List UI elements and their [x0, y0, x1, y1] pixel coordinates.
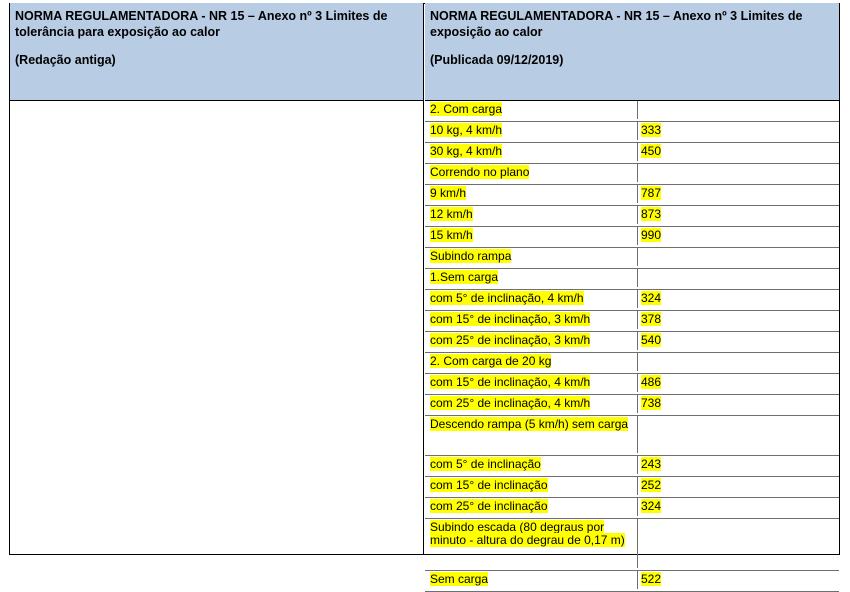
row-value — [637, 498, 832, 516]
table-row — [425, 269, 839, 290]
row-value — [637, 395, 832, 413]
table-row — [425, 571, 839, 592]
table-row — [425, 290, 839, 311]
row-label — [430, 418, 630, 431]
row-label-text: com 25° de inclinação, 3 km/h — [430, 333, 591, 347]
row-label-text: Sem carga — [430, 572, 489, 586]
header-left — [10, 3, 424, 101]
row-label — [430, 187, 630, 200]
row-label — [430, 521, 630, 547]
row-label — [430, 271, 630, 284]
row-label-text: 12 km/h — [430, 207, 473, 221]
row-value-text: 990 — [641, 228, 662, 242]
row-value-text: 378 — [641, 312, 662, 326]
header-left-title: NORMA REGULAMENTADORA - NR 15 – Anexo nº 3 Limites de tolerância para exposição ao calor — [15, 9, 388, 39]
row-value — [637, 185, 832, 203]
row-value — [637, 227, 832, 245]
row-value — [637, 248, 832, 266]
table-row — [425, 164, 839, 185]
row-value-text: 252 — [641, 478, 662, 492]
row-value-text: 540 — [641, 333, 662, 347]
table-row — [425, 332, 839, 353]
row-value — [637, 353, 832, 371]
row-label — [430, 292, 630, 305]
table-row — [425, 416, 839, 456]
row-value — [637, 519, 832, 568]
row-label-text: Subindo escada (80 degraus por minuto - altura do degrau de 0,17 m) — [430, 520, 625, 547]
header-right — [425, 3, 839, 101]
row-value-text: 324 — [641, 291, 662, 305]
row-value — [637, 122, 832, 140]
row-label — [430, 103, 630, 116]
row-label-text: com 25° de inclinação, 4 km/h — [430, 396, 591, 410]
row-label — [430, 500, 630, 513]
row-label-text: com 15° de inclinação, 4 km/h — [430, 375, 591, 389]
row-label-text: 30 kg, 4 km/h — [430, 144, 503, 158]
row-label-text: 10 kg, 4 km/h — [430, 123, 503, 137]
row-value — [637, 332, 832, 350]
table-row — [425, 227, 839, 248]
row-label — [430, 573, 630, 586]
row-value — [637, 143, 832, 161]
row-label-text: com 25° de inclinação — [430, 499, 548, 513]
row-value — [637, 164, 832, 182]
row-value — [637, 311, 832, 329]
row-label-text: 2. Com carga — [430, 102, 503, 116]
row-label-text: 2. Com carga de 20 kg — [430, 354, 552, 368]
row-label-text: com 5° de inclinação, 4 km/h — [430, 291, 584, 305]
row-value — [637, 456, 832, 474]
row-label — [430, 397, 630, 410]
table-row — [425, 477, 839, 498]
row-value-text: 522 — [641, 572, 662, 586]
row-label — [430, 458, 630, 471]
row-value-text: 787 — [641, 186, 662, 200]
row-label-text: 1.Sem carga — [430, 270, 499, 284]
row-label — [430, 376, 630, 389]
row-value-text: 324 — [641, 499, 662, 513]
row-label-text: Subindo rampa — [430, 249, 512, 263]
row-value-text: 333 — [641, 123, 662, 137]
right-column-rows — [425, 101, 839, 592]
row-label-text: Descendo rampa (5 km/h) sem carga — [430, 417, 629, 431]
row-label — [430, 145, 630, 158]
table-row — [425, 498, 839, 519]
table-row — [425, 353, 839, 374]
header-right-subtitle: (Publicada 09/12/2019) — [430, 53, 564, 67]
table-row — [425, 311, 839, 332]
header-left-subtitle: (Redação antiga) — [15, 53, 116, 67]
row-label-text: 9 km/h — [430, 186, 467, 200]
table-row — [425, 122, 839, 143]
table-row — [425, 206, 839, 227]
row-value-text: 243 — [641, 457, 662, 471]
row-label-text: com 15° de inclinação, 3 km/h — [430, 312, 591, 326]
row-label — [430, 166, 630, 179]
row-value — [637, 571, 832, 589]
row-label-text: Correndo no plano — [430, 165, 530, 179]
table-row — [425, 374, 839, 395]
table-row — [425, 185, 839, 206]
row-label — [430, 334, 630, 347]
row-value — [637, 269, 832, 287]
row-label-text: 15 km/h — [430, 228, 473, 242]
row-value-text: 450 — [641, 144, 662, 158]
row-value — [637, 290, 832, 308]
row-label — [430, 250, 630, 263]
row-value-text: 486 — [641, 375, 662, 389]
row-value — [637, 101, 832, 119]
row-value — [637, 416, 832, 453]
row-label — [430, 229, 630, 242]
row-label-text: com 15° de inclinação — [430, 478, 548, 492]
row-label — [430, 208, 630, 221]
table-row — [425, 101, 839, 122]
row-value — [637, 374, 832, 392]
row-value — [637, 206, 832, 224]
table-row — [425, 519, 839, 571]
row-label-text: com 5° de inclinação — [430, 457, 541, 471]
row-value-text: 873 — [641, 207, 662, 221]
row-label — [430, 479, 630, 492]
row-label — [430, 313, 630, 326]
table-row — [425, 143, 839, 164]
row-value-text: 738 — [641, 396, 662, 410]
header-right-title: NORMA REGULAMENTADORA - NR 15 – Anexo nº 3 Limites de exposição ao calor — [430, 9, 803, 39]
table-row — [425, 395, 839, 416]
row-label — [430, 124, 630, 137]
row-label — [430, 355, 630, 368]
left-column-empty — [10, 101, 424, 554]
table-row — [425, 456, 839, 477]
row-value — [637, 477, 832, 495]
table-row — [425, 248, 839, 269]
